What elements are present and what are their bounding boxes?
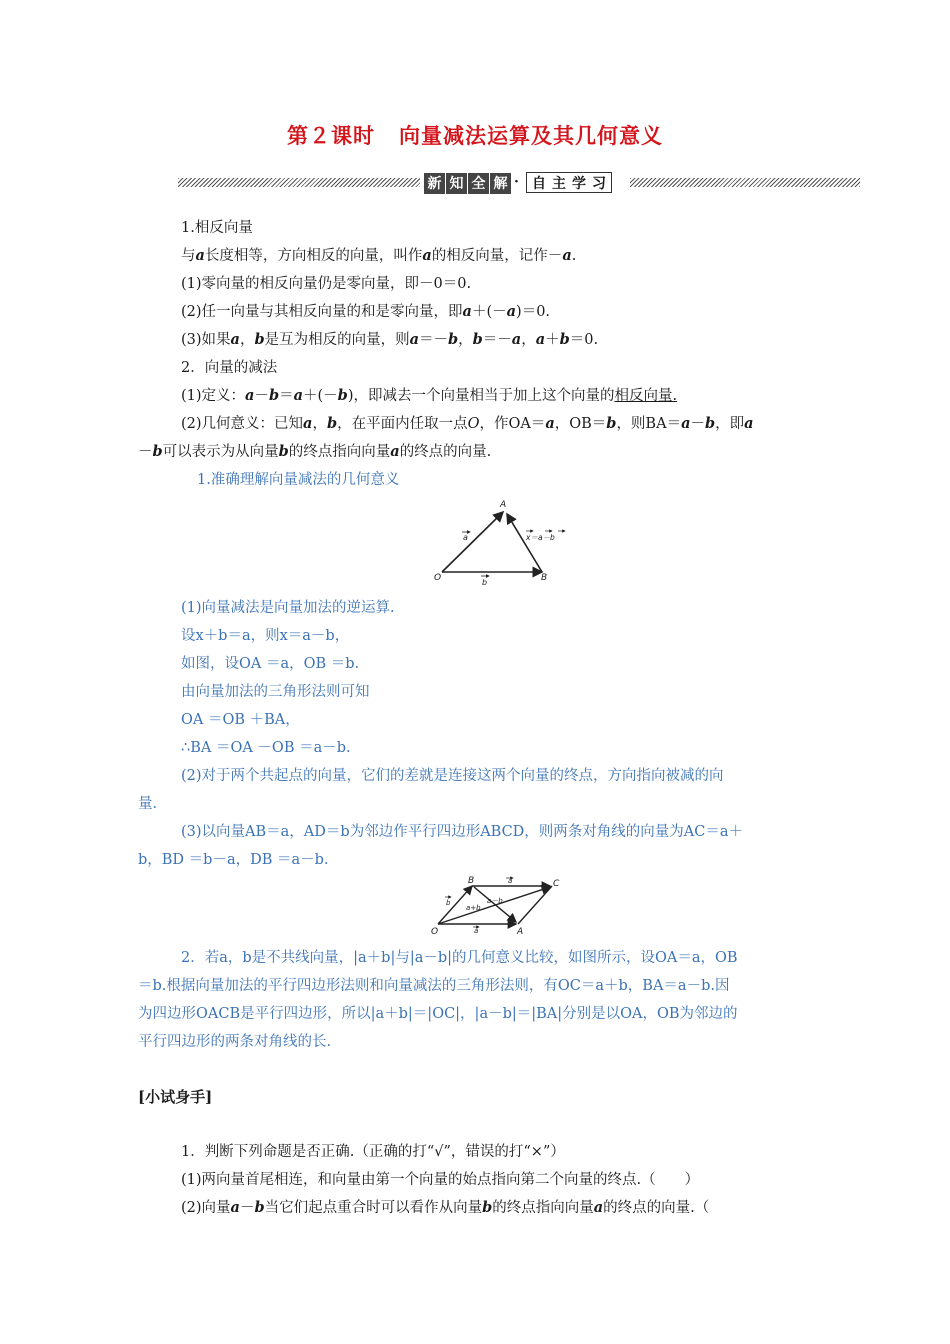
practice-heading: [小试身手] <box>138 1088 213 1106</box>
note-text: 如图，设OA ＝a，OB ＝b. <box>181 656 360 672</box>
section-banner <box>178 172 860 194</box>
text-line: (1)定义：a－b＝a＋(－b)，即减去一个向量相当于加上这个向量的相反向量. <box>181 387 678 404</box>
label-a-plus-b: a+b <box>466 904 481 912</box>
question-text: 1．判断下列命题是否正确.（正确的打“√”，错误的打“×”） <box>181 1144 565 1160</box>
vector-oa <box>442 512 503 572</box>
question-item: (1)两向量首尾相连，和向量由第一个向量的始点指向第二个向量的终点.（ ） <box>181 1172 700 1188</box>
label-vector-a-bottom: a <box>474 927 479 935</box>
banner-char: 自 <box>532 175 546 192</box>
label-c-point: C <box>553 879 560 889</box>
note-text: (2)对于两个共起点的向量，它们的差就是连接这两个向量的终点，方向指向被减的向 <box>181 768 724 784</box>
heading-opposite-vector: 1.相反向量 <box>181 220 253 236</box>
banner-char: 主 <box>552 175 566 192</box>
banner-char: 全 <box>468 173 489 194</box>
banner-char: 学 <box>572 175 586 192</box>
label-vector-a-top: a <box>508 877 513 885</box>
text-line: (1)零向量的相反向量仍是零向量，即－0＝0. <box>181 276 472 292</box>
note-text: ＝b.根据向量加法的平行四边形法则和向量减法的三角形法则，有OC＝a＋b，BA＝a－b.因 <box>138 978 730 994</box>
label-a-minus-b: a－b <box>487 897 503 905</box>
banner-hatch-left <box>178 178 420 187</box>
text-line: (2)几何意义：已知a，b，在平面内任取一点O，作OA＝a，OB＝b，则BA＝a－b，即a <box>181 415 754 432</box>
note-text: 量. <box>138 796 158 812</box>
label-a-point: A <box>517 927 524 937</box>
label-a-point: A <box>500 500 507 510</box>
banner-dot: · <box>514 174 519 190</box>
note-text: 为四边形OACB是平行四边形，所以|a＋b|＝|OC|，|a－b|＝|BA|分别是以OA，OB为邻边的 <box>138 1006 738 1022</box>
text-line: (2)任一向量与其相反向量的和是零向量，即a＋(－a)＝0. <box>181 303 551 320</box>
text-line: 与a长度相等，方向相反的向量，叫作a的相反向量，记作－a. <box>181 247 577 264</box>
label-b-point: B <box>468 876 475 886</box>
label-vector-b: b <box>482 578 488 587</box>
heading-vector-subtraction: 2．向量的减法 <box>181 360 278 376</box>
banner-char: 解 <box>490 173 511 194</box>
label-vector-b: b <box>446 899 451 907</box>
parallelogram-figure <box>428 872 578 942</box>
text-line: －b可以表示为从向量b的终点指向向量a的终点的向量. <box>138 443 492 460</box>
note-text: (1)向量减法是向量加法的逆运算. <box>181 600 395 616</box>
note-text: 平行四边形的两条对角线的长. <box>138 1034 332 1050</box>
label-o-point: O <box>434 573 442 583</box>
text-line: (3)如果a，b是互为相反的向量，则a＝－b，b＝－a，a＋b＝0. <box>181 331 599 348</box>
note-text: 2．若a，b是不共线向量，|a＋b|与|a－b|的几何意义比较，如图所示，设OA＝a，OB <box>181 950 738 966</box>
lesson-name: 向量减法运算及其几何意义 <box>399 124 663 148</box>
banner-label-self-study <box>526 172 612 193</box>
note-text: ∴BA ＝OA －OB ＝a－b. <box>181 740 351 756</box>
note-heading: 1.准确理解向量减法的几何意义 <box>197 472 400 488</box>
page-title <box>0 120 950 150</box>
label-vector-a: a <box>463 533 468 542</box>
note-text: (3)以向量AB＝a，AD＝b为邻边作平行四边形ABCD，则两条对角线的向量为AC＝a＋ <box>181 824 744 840</box>
label-vector-x: x＝a－b <box>526 533 555 542</box>
banner-char: 知 <box>446 173 467 194</box>
banner-char: 习 <box>592 175 606 192</box>
note-text: 由向量加法的三角形法则可知 <box>181 684 370 700</box>
lesson-number: 第２课时 <box>287 124 375 148</box>
note-text: OA ＝OB ＋BA， <box>181 712 300 728</box>
label-o-point: O <box>431 927 439 937</box>
banner-hatch-right <box>630 178 860 187</box>
note-text: b，BD ＝b－a，DB ＝a－b. <box>138 852 329 868</box>
question-item: (2)向量a－b当它们起点重合时可以看作从向量b的终点指向向量a的终点的向量.（ <box>181 1199 710 1216</box>
banner-label-new-knowledge <box>424 172 512 194</box>
banner-char: 新 <box>424 173 445 194</box>
note-text: 设x＋b＝a，则x＝a－b， <box>181 628 350 644</box>
label-b-point: B <box>541 573 548 583</box>
vector-ba <box>507 514 542 572</box>
triangle-figure <box>425 494 585 589</box>
